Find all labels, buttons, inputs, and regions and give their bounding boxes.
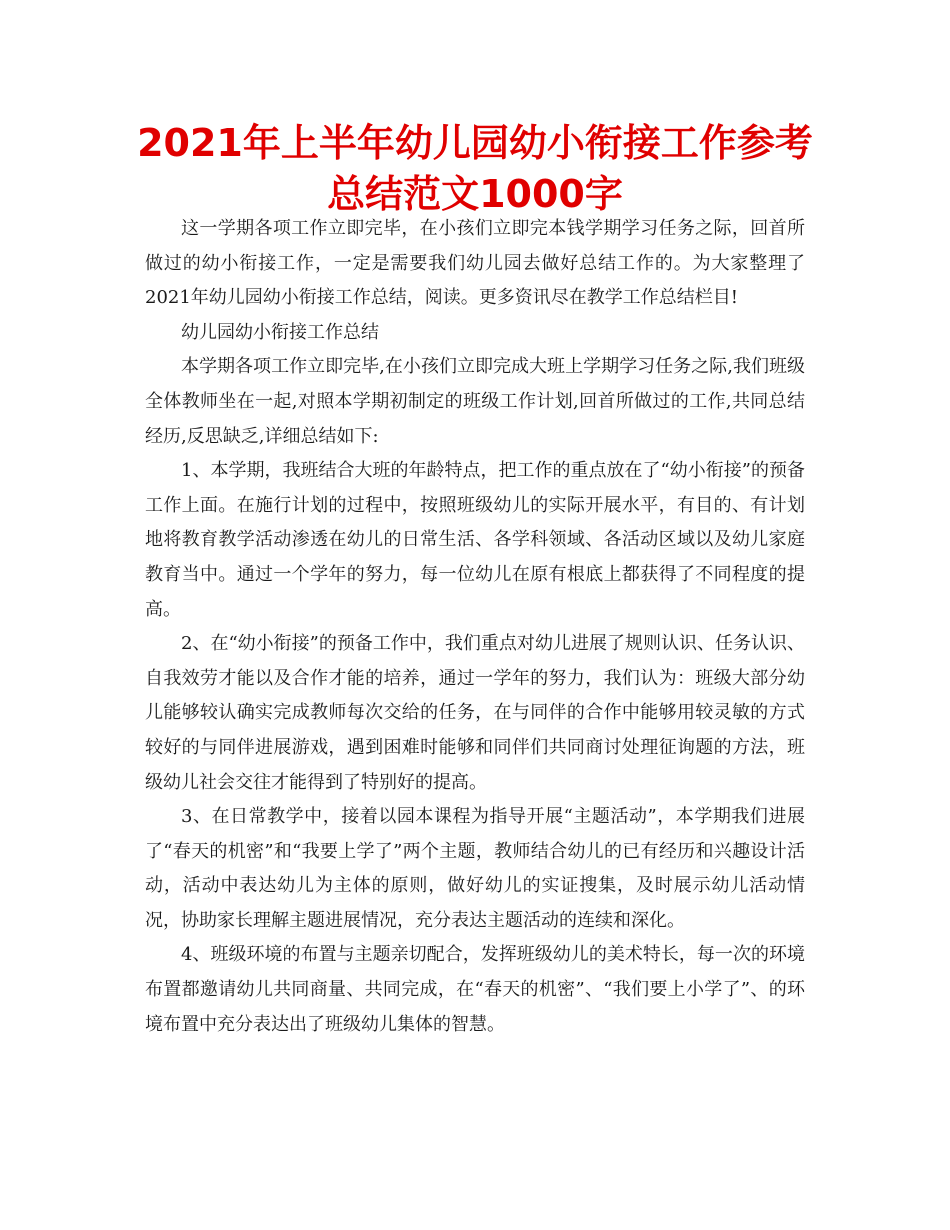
document-title: 2021年上半年幼儿园幼小衔接工作参考总结范文1000字 <box>137 121 813 216</box>
document-body <box>145 212 805 1042</box>
item-paragraph-3: 3、在日常教学中，接着以园本课程为指导开展“主题活动”，本学期我们进展了“春天的机密”和“我要上学了”两个主题，教师结合幼儿的已有经历和兴趣设计活动，活动中表达幼儿为主体的原则，做好幼儿的实证搜集，及时展示幼儿活动情况，协助家长理解主题进展情况，充分表达主题活动的连续和深化。 <box>145 806 805 931</box>
summary-paragraph: 本学期各项工作立即完毕,在小孩们立即完成大班上学期学习任务之际,我们班级全体教师坐在一起,对照本学期初制定的班级工作计划,回首所做过的工作,共同总结经历,反思缺乏,详细总结如下: <box>145 356 805 447</box>
section-heading: 幼儿园幼小衔接工作总结 <box>181 321 379 343</box>
item-paragraph-2: 2、在“幼小衔接”的预备工作中，我们重点对幼儿进展了规则认识、任务认识、自我效劳才能以及合作才能的培养，通过一学年的努力，我们认为：班级大部分幼儿能够较认确实完成教师每次交给的任务，在与同伴的合作中能够用较灵敏的方式较好的与同伴进展游戏，遇到困难时能够和同伴们共同商讨处理征询题的方法，班级幼儿社会交往才能得到了特别好的提高。 <box>145 633 805 793</box>
item-paragraph-4: 4、班级环境的布置与主题亲切配合，发挥班级幼儿的美术特长，每一次的环境布置都邀请幼儿共同商量、共同完成，在“春天的机密”、“我们要上小学了”、的环境布置中充分表达出了班级幼儿集体的智慧。 <box>145 944 805 1035</box>
intro-paragraph: 这一学期各项工作立即完毕，在小孩们立即完本钱学期学习任务之际，回首所做过的幼小衔接工作，一定是需要我们幼儿园去做好总结工作的。为大家整理了2021年幼儿园幼小衔接工作总结，阅读。更多资讯尽在教学工作总结栏目! <box>145 218 805 309</box>
item-paragraph-1: 1、本学期，我班结合大班的年龄特点，把工作的重点放在了“幼小衔接”的预备工作上面。在施行计划的过程中，按照班级幼儿的实际开展水平，有目的、有计划地将教育教学活动渗透在幼儿的日常生活、各学科领域、各活动区域以及幼儿家庭教育当中。通过一个学年的努力，每一位幼儿在原有根底上都获得了不同程度的提高。 <box>145 460 805 620</box>
